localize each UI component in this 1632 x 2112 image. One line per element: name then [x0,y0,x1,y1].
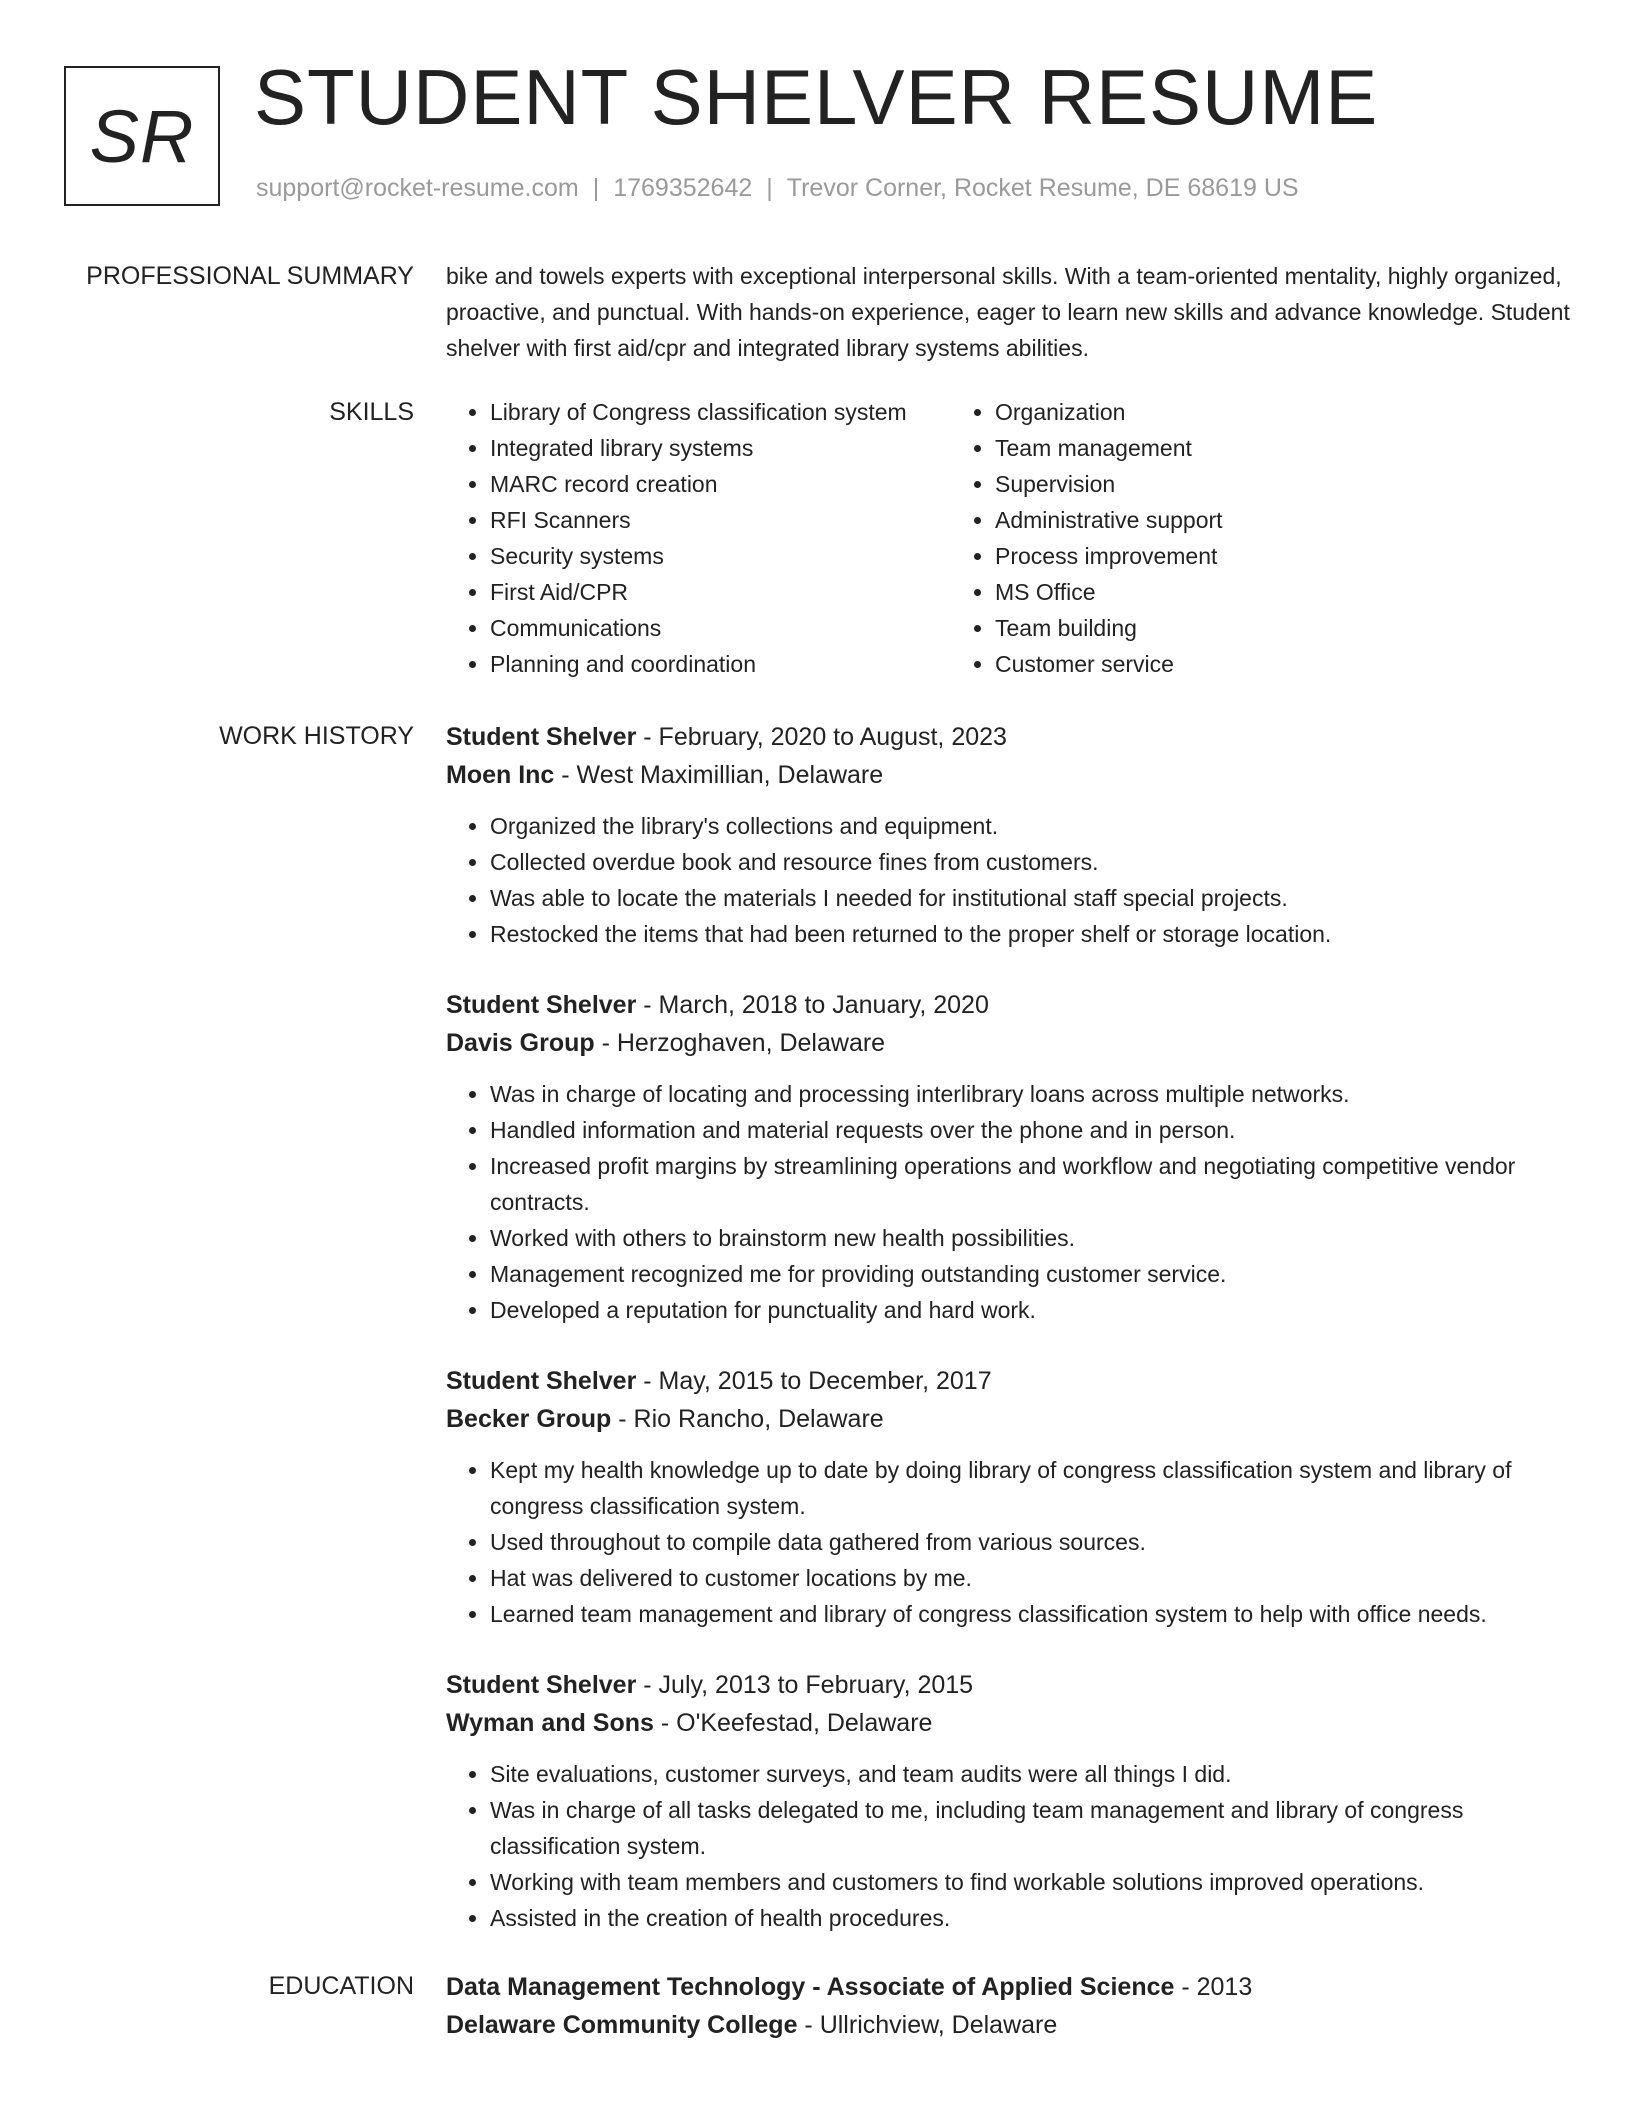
page-title: STUDENT SHELVER RESUME [254,53,1379,141]
job-entry [446,718,1570,952]
skill-item: • Administrative support [995,502,1570,538]
resume-content [0,258,1632,2044]
job-bullet: • Used throughout to compile data gathered from various sources. [490,1524,1570,1560]
skill-item: • MARC record creation [490,466,951,502]
job-company: Moen Inc [446,761,555,789]
skill-item: • Security systems [490,538,951,574]
job-company-line [446,756,1570,794]
education-degree-line [446,1968,1570,2006]
skills-body [446,394,1570,682]
job-bullet: • Kept my health knowledge up to date by doing library of congress classification system and library of congress classification system. [490,1452,1570,1524]
education-body [446,1968,1570,2044]
job-bullet: • Developed a reputation for punctuality and hard work. [490,1292,1570,1328]
job-company: Davis Group [446,1029,595,1057]
job-dates: - February, 2020 to August, 2023 [636,723,1007,751]
contact-separator: | [592,174,600,202]
job-bullet: • Was in charge of all tasks delegated to me, including team management and library of congress classification system. [490,1792,1570,1864]
job-location: - O'Keefestad, Delaware [653,1709,933,1737]
job-title-line [446,1666,1570,1704]
job-title-line [446,1362,1570,1400]
skill-item: • Supervision [995,466,1570,502]
skill-item: • RFI Scanners [490,502,951,538]
skill-item: • Process improvement [995,538,1570,574]
job-dates: - July, 2013 to February, 2015 [636,1671,974,1699]
skill-item: • Communications [490,610,951,646]
job-bullet: • Worked with others to brainstorm new health possibilities. [490,1220,1570,1256]
job-company: Becker Group [446,1405,612,1433]
job-bullet: • Collected overdue book and resource fines from customers. [490,844,1570,880]
skills-list-right [951,394,1570,682]
skills-section [0,394,1632,682]
education-year: - 2013 [1174,1973,1253,2001]
job-bullets [446,808,1570,952]
skill-item: • Integrated library systems [490,430,951,466]
job-dates: - March, 2018 to January, 2020 [636,991,989,1019]
job-title: Student Shelver [446,1367,637,1395]
job-bullets [446,1452,1570,1632]
work-history-heading: WORK HISTORY [219,722,414,750]
job-bullet: • Restocked the items that had been returned to the proper shelf or storage location. [490,916,1570,952]
job-location: - West Maximillian, Delaware [554,761,884,789]
job-company-line [446,1024,1570,1062]
skills-heading: SKILLS [329,398,414,426]
education-heading: EDUCATION [268,1972,414,2000]
summary-section [0,258,1632,366]
job-location: - Herzoghaven, Delaware [594,1029,886,1057]
job-bullet: • Increased profit margins by streamlining operations and workflow and negotiating competitive vendor contracts. [490,1148,1570,1220]
job-company-line [446,1704,1570,1742]
skill-item: • Team management [995,430,1570,466]
job-company: Wyman and Sons [446,1709,654,1737]
job-title: Student Shelver [446,723,637,751]
job-bullet: • Management recognized me for providing outstanding customer service. [490,1256,1570,1292]
job-entry [446,1666,1570,1936]
education-school: Delaware Community College [446,2011,798,2039]
skill-item: • Planning and coordination [490,646,951,682]
summary-body [446,258,1570,366]
skill-item: • Team building [995,610,1570,646]
job-bullet: • Organized the library's collections and equipment. [490,808,1570,844]
skill-item: • MS Office [995,574,1570,610]
job-bullets [446,1076,1570,1328]
job-title-line [446,986,1570,1024]
skill-item: • First Aid/CPR [490,574,951,610]
summary-heading: PROFESSIONAL SUMMARY [86,262,414,290]
job-entry [446,1362,1570,1632]
skill-item: • Organization [995,394,1570,430]
job-bullets [446,1756,1570,1936]
job-entry [446,986,1570,1328]
education-location: - Ullrichview, Delaware [797,2011,1058,2039]
job-bullet: • Site evaluations, customer surveys, and team audits were all things I did. [490,1756,1570,1792]
skill-item: • Customer service [995,646,1570,682]
job-bullet: • Working with team members and customers to find workable solutions improved operations. [490,1864,1570,1900]
job-title-line [446,718,1570,756]
contact-separator: | [766,174,773,202]
job-bullet: • Handled information and material requests over the phone and in person. [490,1112,1570,1148]
education-section [0,1968,1632,2044]
job-bullet: • Hat was delivered to customer locations by me. [490,1560,1570,1596]
job-bullet: • Was in charge of locating and processing interlibrary loans across multiple networks. [490,1076,1570,1112]
skills-list-left [446,394,951,682]
job-title: Student Shelver [446,991,637,1019]
job-bullet: • Assisted in the creation of health procedures. [490,1900,1570,1936]
work-history-section [0,718,1632,1936]
education-degree: Data Management Technology - Associate of Applied Science [446,1973,1175,2001]
job-title: Student Shelver [446,1671,637,1699]
job-dates: - May, 2015 to December, 2017 [636,1367,992,1395]
summary-text: bike and towels experts with exceptional interpersonal skills. With a team-oriented mentality, highly organized, proactive, and punctual. With hands-on experience, eager to learn new skills and advance knowledge. Student shelver with first aid/cpr and integrated library systems abilities. [446,263,1570,361]
contact-phone: 1769352642 [613,174,753,202]
skill-item: • Library of Congress classification system [490,394,951,430]
contact-email[interactable]: support@rocket-resume.com [256,174,579,202]
job-location: - Rio Rancho, Delaware [611,1405,884,1433]
work-history-body [446,718,1570,1936]
education-school-line [446,2006,1570,2044]
monogram-logo: SR [64,66,220,206]
contact-address: Trevor Corner, Rocket Resume, DE 68619 US [786,174,1299,202]
job-company-line [446,1400,1570,1438]
job-bullet: • Was able to locate the materials I needed for institutional staff special projects. [490,880,1570,916]
contact-line [256,174,1299,203]
job-bullet: • Learned team management and library of congress classification system to help with office needs. [490,1596,1570,1632]
